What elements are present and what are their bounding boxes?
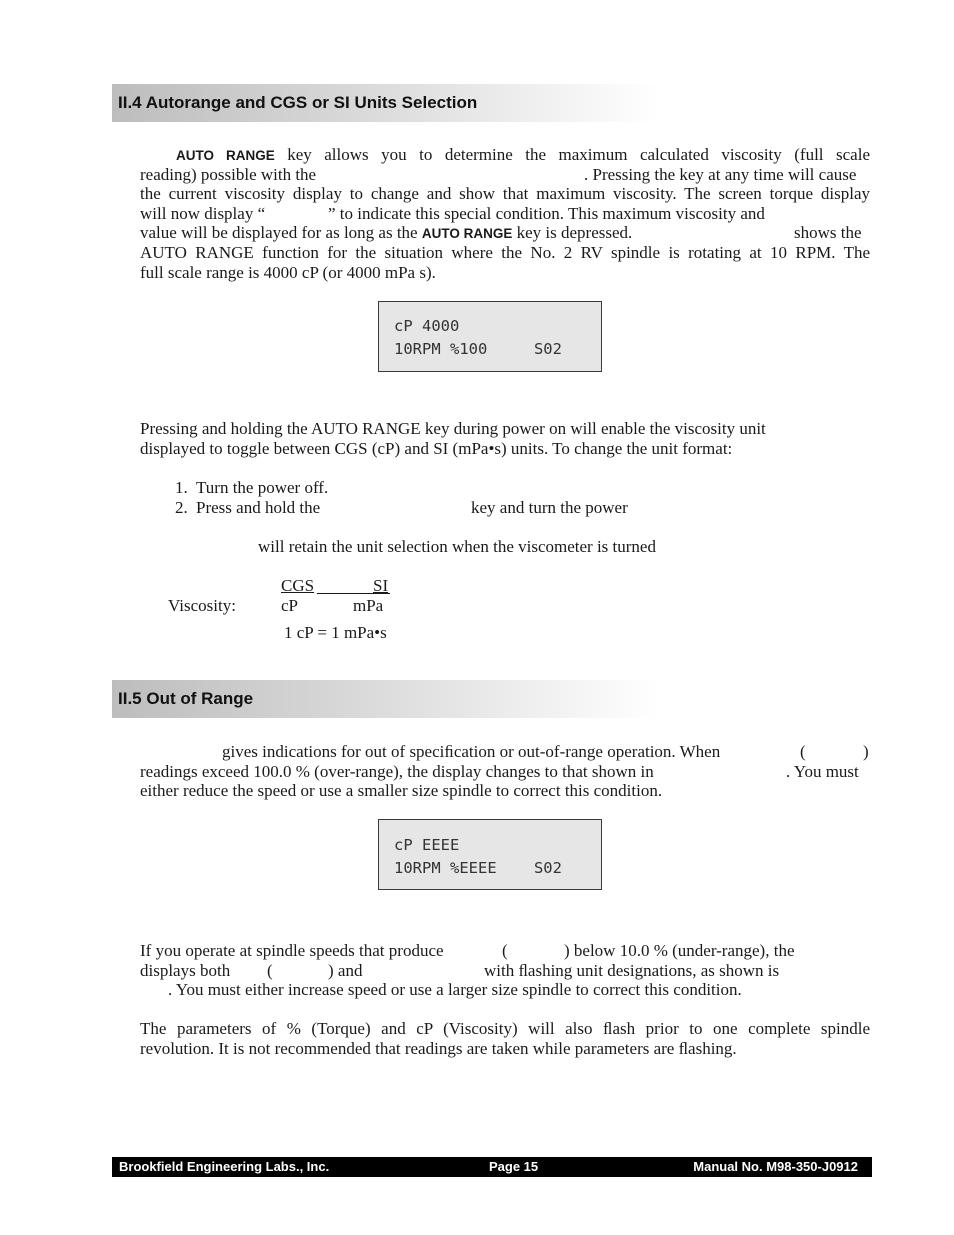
footer-company: Brookfield Engineering Labs., Inc. <box>119 1159 330 1174</box>
list-item: 2. Press and hold the key and turn the power <box>175 497 628 517</box>
footer-manual-number: Manual No. M98-350-J0912 <box>693 1159 858 1174</box>
auto-range-key-label: AUTO RANGE <box>176 148 275 163</box>
viscosity-label: Viscosity: <box>168 596 236 615</box>
si-unit: mPa <box>353 596 384 615</box>
section-header-autorange <box>112 84 658 122</box>
section-title: II.5 Out of Range <box>118 689 254 708</box>
lcd-display-out-of-range <box>378 819 602 890</box>
lcd-line-2: 10RPM %EEEE S02 <box>394 859 562 877</box>
lcd-line-1: cP EEEE <box>394 836 460 854</box>
units-toggle-paragraph: Pressing and holding the AUTO RANGE key during power on will enable the viscosity unit displayed to toggle between CGS (cP) and SI (mPa•s) units. To change the unit format: <box>140 419 766 458</box>
lcd-line-2: 10RPM %100 S02 <box>394 340 562 358</box>
out-of-range-paragraph: gives indications for out of speciﬁcation or out-of-range operation. When ( ) readings exceed 100.0 % (over-range), the display changes to that shown in . You must either reduce the speed or use a smaller size spindle to correct this condition. <box>140 742 869 801</box>
flashing-paragraph: The parameters of % (Torque) and cP (Viscosity) will also ﬂash prior to one complete spindle revolution. It is not recommended that readings are taken while parameters are ﬂashing. <box>140 1019 870 1058</box>
retain-note: will retain the unit selection when the viscometer is turned <box>258 537 656 556</box>
section-header-out-of-range <box>112 680 658 718</box>
page-footer <box>112 1157 872 1177</box>
lcd-display-autorange <box>378 301 602 372</box>
cgs-unit: cP <box>281 596 298 615</box>
lcd-line-1: cP 4000 <box>394 317 460 335</box>
list-item: 1. Turn the power off. <box>175 478 329 497</box>
footer-page-number: Page 15 <box>489 1159 539 1174</box>
cgs-header: CGS <box>281 576 315 595</box>
unit-equivalence: 1 cP = 1 mPa•s <box>284 623 387 642</box>
section-title: II.4 Autorange and CGS or SI Units Selection <box>118 93 478 112</box>
under-range-paragraph: If you operate at spindle speeds that produce ( ) below 10.0 % (under-range), the displays both ( ) and with ﬂashing unit designations, as shown is . You must either increase speed or use a larger size spindle to correct this condition. <box>140 941 795 1000</box>
steps-list <box>175 478 775 517</box>
auto-range-key-label: AUTO RANGE <box>421 226 513 242</box>
si-header: SI <box>373 576 389 595</box>
autorange-paragraph: AUTO RANGE key allows you to determine the maximum calculated viscosity (full scale reading) possible with the . Pressing the key at any time will cause the current viscosity display to change and show that maximum viscosity. The screen torque display will now display “ ” to indicate this special condition. This maximum viscosity and value will be displayed for as long as the AUTO RANGE key is depressed. shows the AUTO RANGE function for the situation where the No. 2 RV spindle is rotating at 10 RPM. The full scale range is 4000 cP (or 4000 mPa s). <box>140 145 870 282</box>
